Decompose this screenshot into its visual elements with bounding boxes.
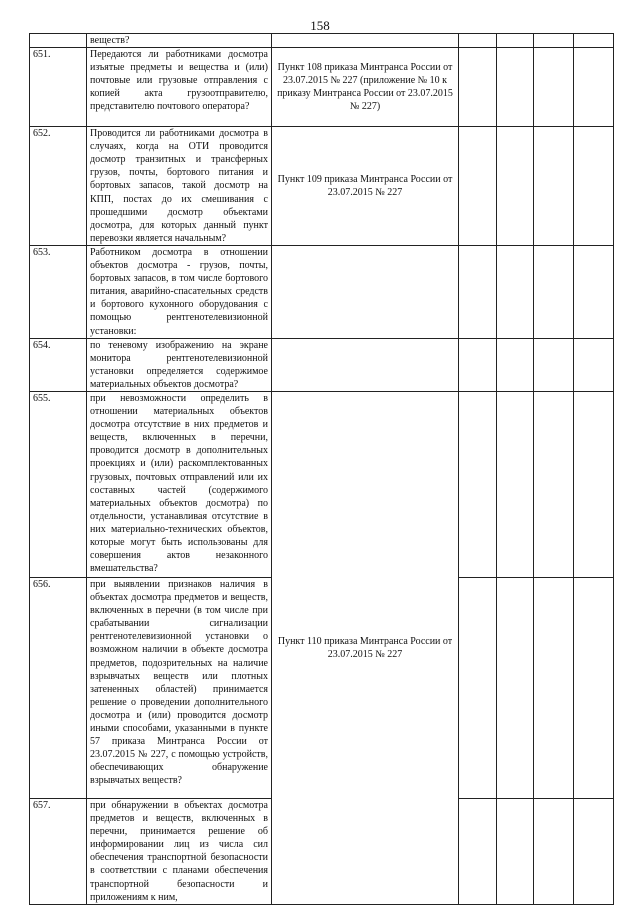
answer-cell bbox=[534, 245, 574, 338]
row-number-cell: 651. bbox=[30, 48, 87, 127]
row-number-cell bbox=[30, 34, 87, 48]
answer-cell bbox=[574, 127, 614, 246]
row-number-cell: 653. bbox=[30, 245, 87, 338]
reference-cell bbox=[272, 338, 459, 391]
answer-cell bbox=[497, 338, 534, 391]
page-number: 158 bbox=[310, 18, 330, 33]
answer-cell bbox=[534, 338, 574, 391]
table-row bbox=[30, 127, 614, 246]
answer-cell bbox=[459, 338, 497, 391]
row-number-cell: 655. bbox=[30, 391, 87, 577]
answer-cell bbox=[497, 391, 534, 577]
table-row bbox=[30, 338, 614, 391]
table-row bbox=[30, 48, 614, 127]
answer-cell bbox=[574, 245, 614, 338]
answer-cell bbox=[574, 798, 614, 904]
question-cell: при выявлении признаков наличия в объектах досмотра предметов и веществ, включенных в перечни (в том числе при срабатывании сигнализации рентгенотелевизионной установки о возможном наличии в объекте досмотра предметов, подозрительных на наличие взрывчатых веществ или плотных затененных областей) принимается решение о проведении дополнительного досмотра и (или) проводится досмотр иными способами, указанными в пункте 57 приказа Минтранса России от 23.07.2015 № 227, с помощью устройств, обеспечивающих обнаружение взрывчатых веществ? bbox=[87, 577, 272, 798]
table-row bbox=[30, 245, 614, 338]
answer-cell bbox=[574, 391, 614, 577]
reference-cell: Пункт 109 приказа Минтранса России от 23.07.2015 № 227 bbox=[272, 127, 459, 246]
answer-cell bbox=[534, 391, 574, 577]
answer-cell bbox=[497, 245, 534, 338]
answer-cell bbox=[497, 127, 534, 246]
question-cell: при невозможности определить в отношении материальных объектов досмотра отсутствие в них предметов и веществ, включенных в перечни, проводится досмотр в дополнительных проекциях и (или) раскомплектованных грузовых, почтовых отправлений или их составных частей (содержимого материальных объектов досмотра) по отдельности, устанавливая отсутствие в них материально-технических объектов, которые могут быть использованы для совершения актов незаконного вмешательства? bbox=[87, 391, 272, 577]
answer-cell bbox=[497, 577, 534, 798]
table-row bbox=[30, 34, 614, 48]
answer-cell bbox=[574, 34, 614, 48]
answer-cell bbox=[574, 338, 614, 391]
answer-cell bbox=[534, 798, 574, 904]
question-cell: веществ? bbox=[87, 34, 272, 48]
answer-cell bbox=[497, 48, 534, 127]
answer-cell bbox=[459, 577, 497, 798]
question-cell: Проводится ли работниками досмотра в случаях, когда на ОТИ проводится досмотр транзитных и трансферных грузов, почты, бортового питания и бортовых запасов, такой досмотр на КПП, постах до их смешивания с прошедшими досмотр объектами досмотра, для которых данный пункт перевозки является начальным? bbox=[87, 127, 272, 246]
reference-cell bbox=[272, 245, 459, 338]
answer-cell bbox=[459, 48, 497, 127]
answer-cell bbox=[459, 245, 497, 338]
question-cell: по теневому изображению на экране монитора рентгенотелевизионной установки определяется содержимое материальных объектов досмотра? bbox=[87, 338, 272, 391]
reference-cell bbox=[272, 34, 459, 48]
answer-cell bbox=[459, 391, 497, 577]
answer-cell bbox=[459, 798, 497, 904]
answer-cell bbox=[459, 127, 497, 246]
answer-cell bbox=[534, 34, 574, 48]
answer-cell bbox=[497, 798, 534, 904]
row-number-cell: 657. bbox=[30, 798, 87, 904]
table-row bbox=[30, 391, 614, 577]
row-number-cell: 652. bbox=[30, 127, 87, 246]
answer-cell bbox=[534, 577, 574, 798]
question-cell: при обнаружении в объектах досмотра предметов и веществ, включенных в перечни, принимается решение об информировании лиц из числа сил обеспечения транспортной безопасности в соответствии с планами обеспечения транспортной безопасности и приложениям к ним, bbox=[87, 798, 272, 904]
answer-cell bbox=[574, 577, 614, 798]
question-cell: Работником досмотра в отношении объектов досмотра - грузов, почты, бортовых запасов, в том числе бортового питания, аварийно-спасательных средств и бортового кухонного оборудования с помощью рентгенотелевизионной установки: bbox=[87, 245, 272, 338]
shared-reference-cell: Пункт 110 приказа Минтранса России от 23.07.2015 № 227 bbox=[272, 391, 459, 904]
row-number-cell: 654. bbox=[30, 338, 87, 391]
answer-cell bbox=[497, 34, 534, 48]
question-cell: Передаются ли работниками досмотра изъятые предметы и вещества и (или) почтовые или грузовые отправления с копией акта грузоотправителю, представителю почтового оператора? bbox=[87, 48, 272, 127]
answer-cell bbox=[534, 127, 574, 246]
answer-cell bbox=[534, 48, 574, 127]
row-number-cell: 656. bbox=[30, 577, 87, 798]
reference-cell: Пункт 108 приказа Минтранса России от 23.07.2015 № 227 (приложение № 10 к приказу Минтранса России от 23.07.2015 № 227) bbox=[272, 48, 459, 127]
checklist-table bbox=[29, 33, 614, 905]
answer-cell bbox=[459, 34, 497, 48]
answer-cell bbox=[574, 48, 614, 127]
